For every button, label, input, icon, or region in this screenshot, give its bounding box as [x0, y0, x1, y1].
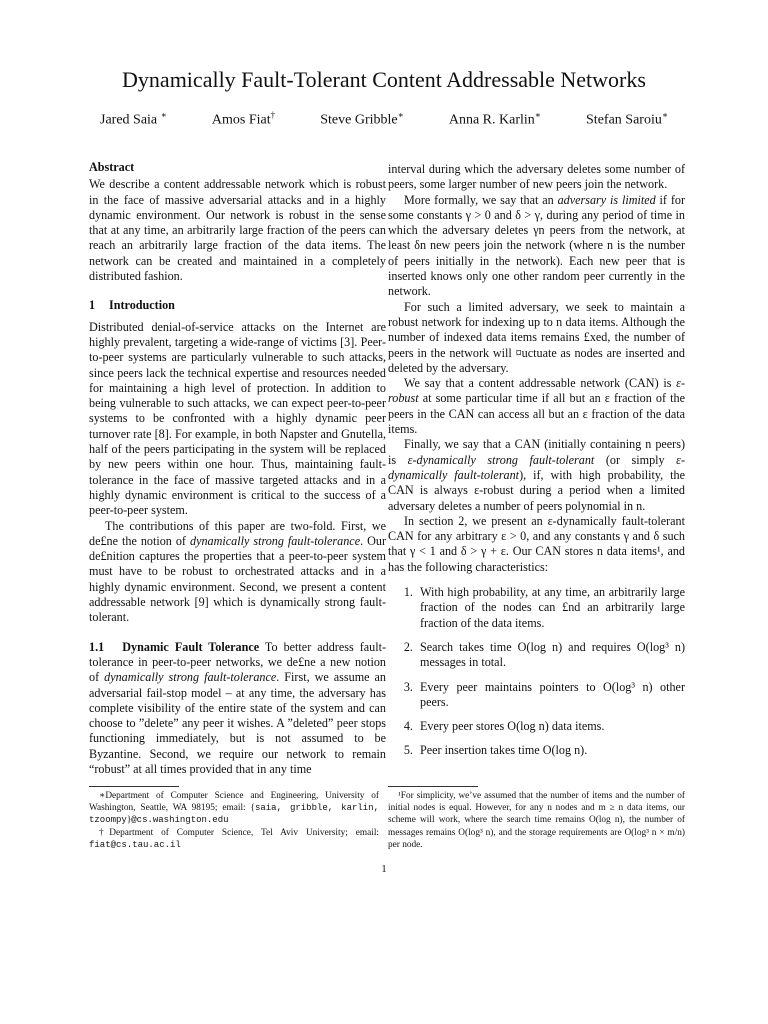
- author: Steve Gribble∗: [320, 110, 404, 128]
- author: Anna R. Karlin∗: [448, 110, 541, 128]
- intro-paragraph: Distributed denial-of-service attacks on the Internet are highly prevalent, targeting a wide-range of victims [3]. Peer-to-peer systems are particularly vulnerable to such attacks, since peers lack the technical expertise and resources needed for maintaining a high level of protection. In addition to being vulnerable to such attacks, we can expect peer-to-peer systems to be confronted with a highly dynamic peer turnover rate [8]. For example, in both Napster and Gnutella, half of the peers participating in the system will be replaced by new peers within one hour. Thus, maintaining fault-tolerance in the face of massive targeted attacks and in a highly dynamic environment is critical to the success of a peer-to-peer system.: [89, 319, 386, 518]
- abstract-text: We describe a content addressable network which is robust in the face of massive adversarial attacks and in a highly dynamic environment. Our network is robust in the sense that at any time, an arbitrarily large fraction of the peers can reach an arbitrarily large fraction of the data items. The network can be created and maintained in a completely distributed fashion.: [89, 177, 386, 284]
- list-item: 1. With high probability, at any time, an arbitrarily large fraction of the nodes can £nd an arbitrarily large fraction of the data items.: [416, 585, 685, 631]
- subsection-paragraph: 1.1 Dynamic Fault Tolerance To better address fault-tolerance in peer-to-peer networks, we de£ne a new notion of dynamically strong fault-tolerance. First, we assume an adversarial fail-stop model – at any time, the adversary has complete visibility of the entire state of the system and can choose to ”delete” any peer it wishes. A ”deleted” peer stops functioning immediately, but is not assumed to be Byzantine. Second, we require our network to remain “robust” at all times provided that in any time: [89, 639, 387, 776]
- list-item: 4. Every peer stores O(log n) data items.: [416, 719, 685, 734]
- footnote: †Department of Computer Science, Tel Aviv University; email: fiat@cs.tau.ac.il: [89, 827, 379, 850]
- footnote: ¹For simplicity, we’ve assumed that the number of items and the number of initial nodes is equal. However, for any n nodes and m ≥ n data items, our scheme will work, where the search time remains O(log n), the number of messages remains O(log³ n), and the storage requirements are O(log³ n × m/n) per node.: [388, 791, 685, 850]
- list-item: 3. Every peer maintains pointers to O(log³ n) other peers.: [416, 680, 685, 711]
- footnote-divider: [89, 786, 179, 787]
- author: Amos Fiat†: [211, 110, 276, 128]
- paragraph: In section 2, we present an ε-dynamically fault-tolerant CAN for any arbitrary ε > 0, and any constants γ and δ such that γ < 1 and δ > γ + ε. Our CAN stores n data items¹, and has the following characteristics:: [388, 513, 685, 574]
- characteristics-list: [388, 585, 685, 759]
- list-item: 5. Peer insertion takes time O(log n).: [416, 743, 685, 758]
- paragraph: Finally, we say that a CAN (initially containing n peers) is ε-dynamically strong fault-tolerant (or simply ε-dynamically fault-tolerant), if, with high probability, the CAN is always ε-robust during a period when a limited adversary deletes a number of peers polynomial in n.: [388, 437, 685, 513]
- paragraph: interval during which the adversary deletes some number of peers, some larger number of new peers join the network.: [388, 162, 685, 192]
- list-item: 2. Search takes time O(log n) and requires O(log³ n) messages in total.: [416, 640, 685, 671]
- footnote-divider: [388, 786, 478, 787]
- paragraph: We say that a content addressable network (CAN) is ε-robust at some particular time if all but an ε fraction of the peers in the CAN can access all but an ε fraction of the data items.: [388, 376, 685, 437]
- section-heading: 1 Introduction: [89, 298, 175, 313]
- left-column: [89, 160, 386, 777]
- paragraph: More formally, we say that an adversary is limited if for some constants γ > 0 and δ > γ, during any period of time in which the adversary deletes γn peers from the network, at least δn new peers join the network (where n is the number of peers initially in the network). Each new peer that is inserted knows only one other random peer currently in the network.: [388, 192, 685, 299]
- footnotes-right: [388, 790, 685, 851]
- author: Jared Saia ∗: [100, 110, 167, 128]
- paper-title: Dynamically Fault-Tolerant Content Addressable Networks: [122, 67, 646, 92]
- author-list: [100, 110, 668, 129]
- paragraph: For such a limited adversary, we seek to maintain a robust network for indexing up to n data items. Although the number of indexed data items remains £xed, the number of peers in the network will ¤uctuate as nodes are inserted and deleted by the adversary.: [388, 299, 685, 375]
- author: Stefan Saroiu∗: [586, 110, 668, 128]
- page-number: 1: [381, 863, 387, 875]
- subsection-heading: 1.1 Dynamic Fault Tolerance: [89, 639, 260, 654]
- right-column: [388, 162, 685, 768]
- contributions-paragraph: The contributions of this paper are two-fold. First, we de£ne the notion of dynamically strong fault-tolerance. Our de£nition captures the properties that a peer-to-peer system must have to be robust to orchestrated attacks and in a highly dynamic environment. Second, we present a content addressable network [9] which is dynamically strong fault-tolerant.: [89, 518, 387, 625]
- footnote: ∗Department of Computer Science and Engineering, University of Washington, Seattle, WA 98195; email: {saia, gribble, karlin, tzoompy}@cs.washington.edu: [89, 791, 379, 826]
- abstract-heading: Abstract: [89, 160, 135, 174]
- footnotes-left: [89, 790, 379, 851]
